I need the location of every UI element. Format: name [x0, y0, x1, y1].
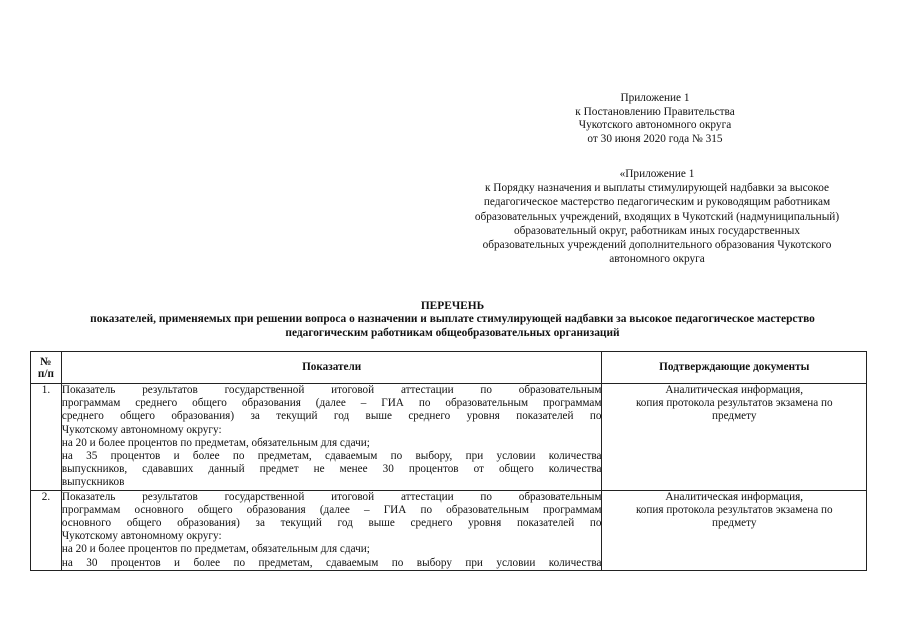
inner-appendix-line: автономного округа — [609, 253, 705, 266]
indicator-line: среднего общего образования) за текущий год выше среднего уровня показателей по — [61, 410, 602, 423]
document-title — [0, 300, 905, 340]
indicator-line: выпускников — [61, 476, 125, 489]
indicator-line: на 35 процентов и более по предметам, сдаваемым по выбору, при условии количества — [61, 450, 602, 463]
header-indicators: Показатели — [61, 352, 602, 384]
indicator-line: Чукотскому автономному округу: — [61, 423, 222, 436]
appendix-line: от 30 июня 2020 года № 315 — [587, 132, 723, 145]
document-line: предмету — [712, 410, 757, 423]
indicators-table — [30, 351, 867, 571]
inner-appendix-line: образовательных учреждений, входящих в Чукотский (надмуниципальный) — [474, 210, 840, 223]
inner-appendix-line: «Приложение 1 — [619, 168, 695, 180]
row-documents — [602, 384, 867, 491]
inner-appendix-line: педагогическое мастерство педагогическим и руководящим работникам — [483, 196, 831, 209]
inner-appendix-line: образовательных учреждений дополнительного образования Чукотского — [482, 239, 832, 252]
document-line: Аналитическая информация, — [665, 384, 804, 396]
inner-appendix-line: образовательный округ, работникам иных государственных — [513, 224, 800, 237]
indicator-line: программам среднего общего образования (далее – ГИА по образовательным программам — [61, 397, 602, 410]
row-number: 2. — [31, 490, 62, 570]
title-heading: ПЕРЕЧЕНЬ — [420, 300, 485, 312]
row-indicator — [61, 384, 602, 491]
indicator-line: на 20 и более процентов по предметам, обязательным для сдачи; — [61, 436, 370, 449]
header-number-line: п/п — [37, 367, 54, 380]
indicator-line: на 30 процентов и более по предметам, сдаваемым по выбору при условии количества — [61, 556, 602, 569]
indicator-line: Чукотскому автономному округу: — [61, 530, 222, 543]
appendix-line: Приложение 1 — [620, 92, 690, 104]
appendix-header — [500, 92, 810, 146]
document-line: предмету — [712, 517, 757, 530]
document-line: копия протокола результатов экзамена по — [635, 397, 833, 410]
document-line: копия протокола результатов экзамена по — [635, 503, 833, 516]
indicator-line: выпускников, сдававших данный предмет не менее 30 процентов от общего количества — [61, 463, 602, 476]
title-line: показателей, применяемых при решении вопроса о назначении и выплате стимулирующей надбавки за высокое педагогическое мастерство — [90, 313, 815, 326]
indicator-line: Показатель результатов государственной итоговой аттестации по образовательным — [61, 490, 602, 503]
header-number — [31, 352, 62, 384]
row-indicator — [61, 490, 602, 570]
title-line: педагогическим работникам общеобразовательных организаций — [285, 326, 620, 339]
header-number-line: № — [40, 355, 52, 368]
inner-appendix-line: к Порядку назначения и выплаты стимулирующей надбавки за высокое — [484, 182, 829, 195]
indicator-line: Показатель результатов государственной итоговой аттестации по образовательным — [61, 384, 602, 396]
row-number: 1. — [31, 384, 62, 491]
appendix-line: к Постановлению Правительства — [575, 105, 735, 118]
table-row — [31, 384, 867, 491]
indicator-line: программам основного общего образования (далее – ГИА по образовательным программам — [61, 503, 602, 516]
row-documents — [602, 490, 867, 570]
appendix-line: Чукотского автономного округа — [578, 119, 732, 132]
header-documents: Подтверждающие документы — [602, 352, 867, 384]
indicator-line: на 20 и более процентов по предметам, обязательным для сдачи; — [61, 543, 370, 556]
table-header-row — [31, 352, 867, 384]
indicator-line: основного общего образования) за текущий год выше среднего уровня показателей по — [61, 517, 602, 530]
document-line: Аналитическая информация, — [665, 490, 804, 503]
inner-appendix-header — [418, 167, 896, 266]
table-row — [31, 490, 867, 570]
